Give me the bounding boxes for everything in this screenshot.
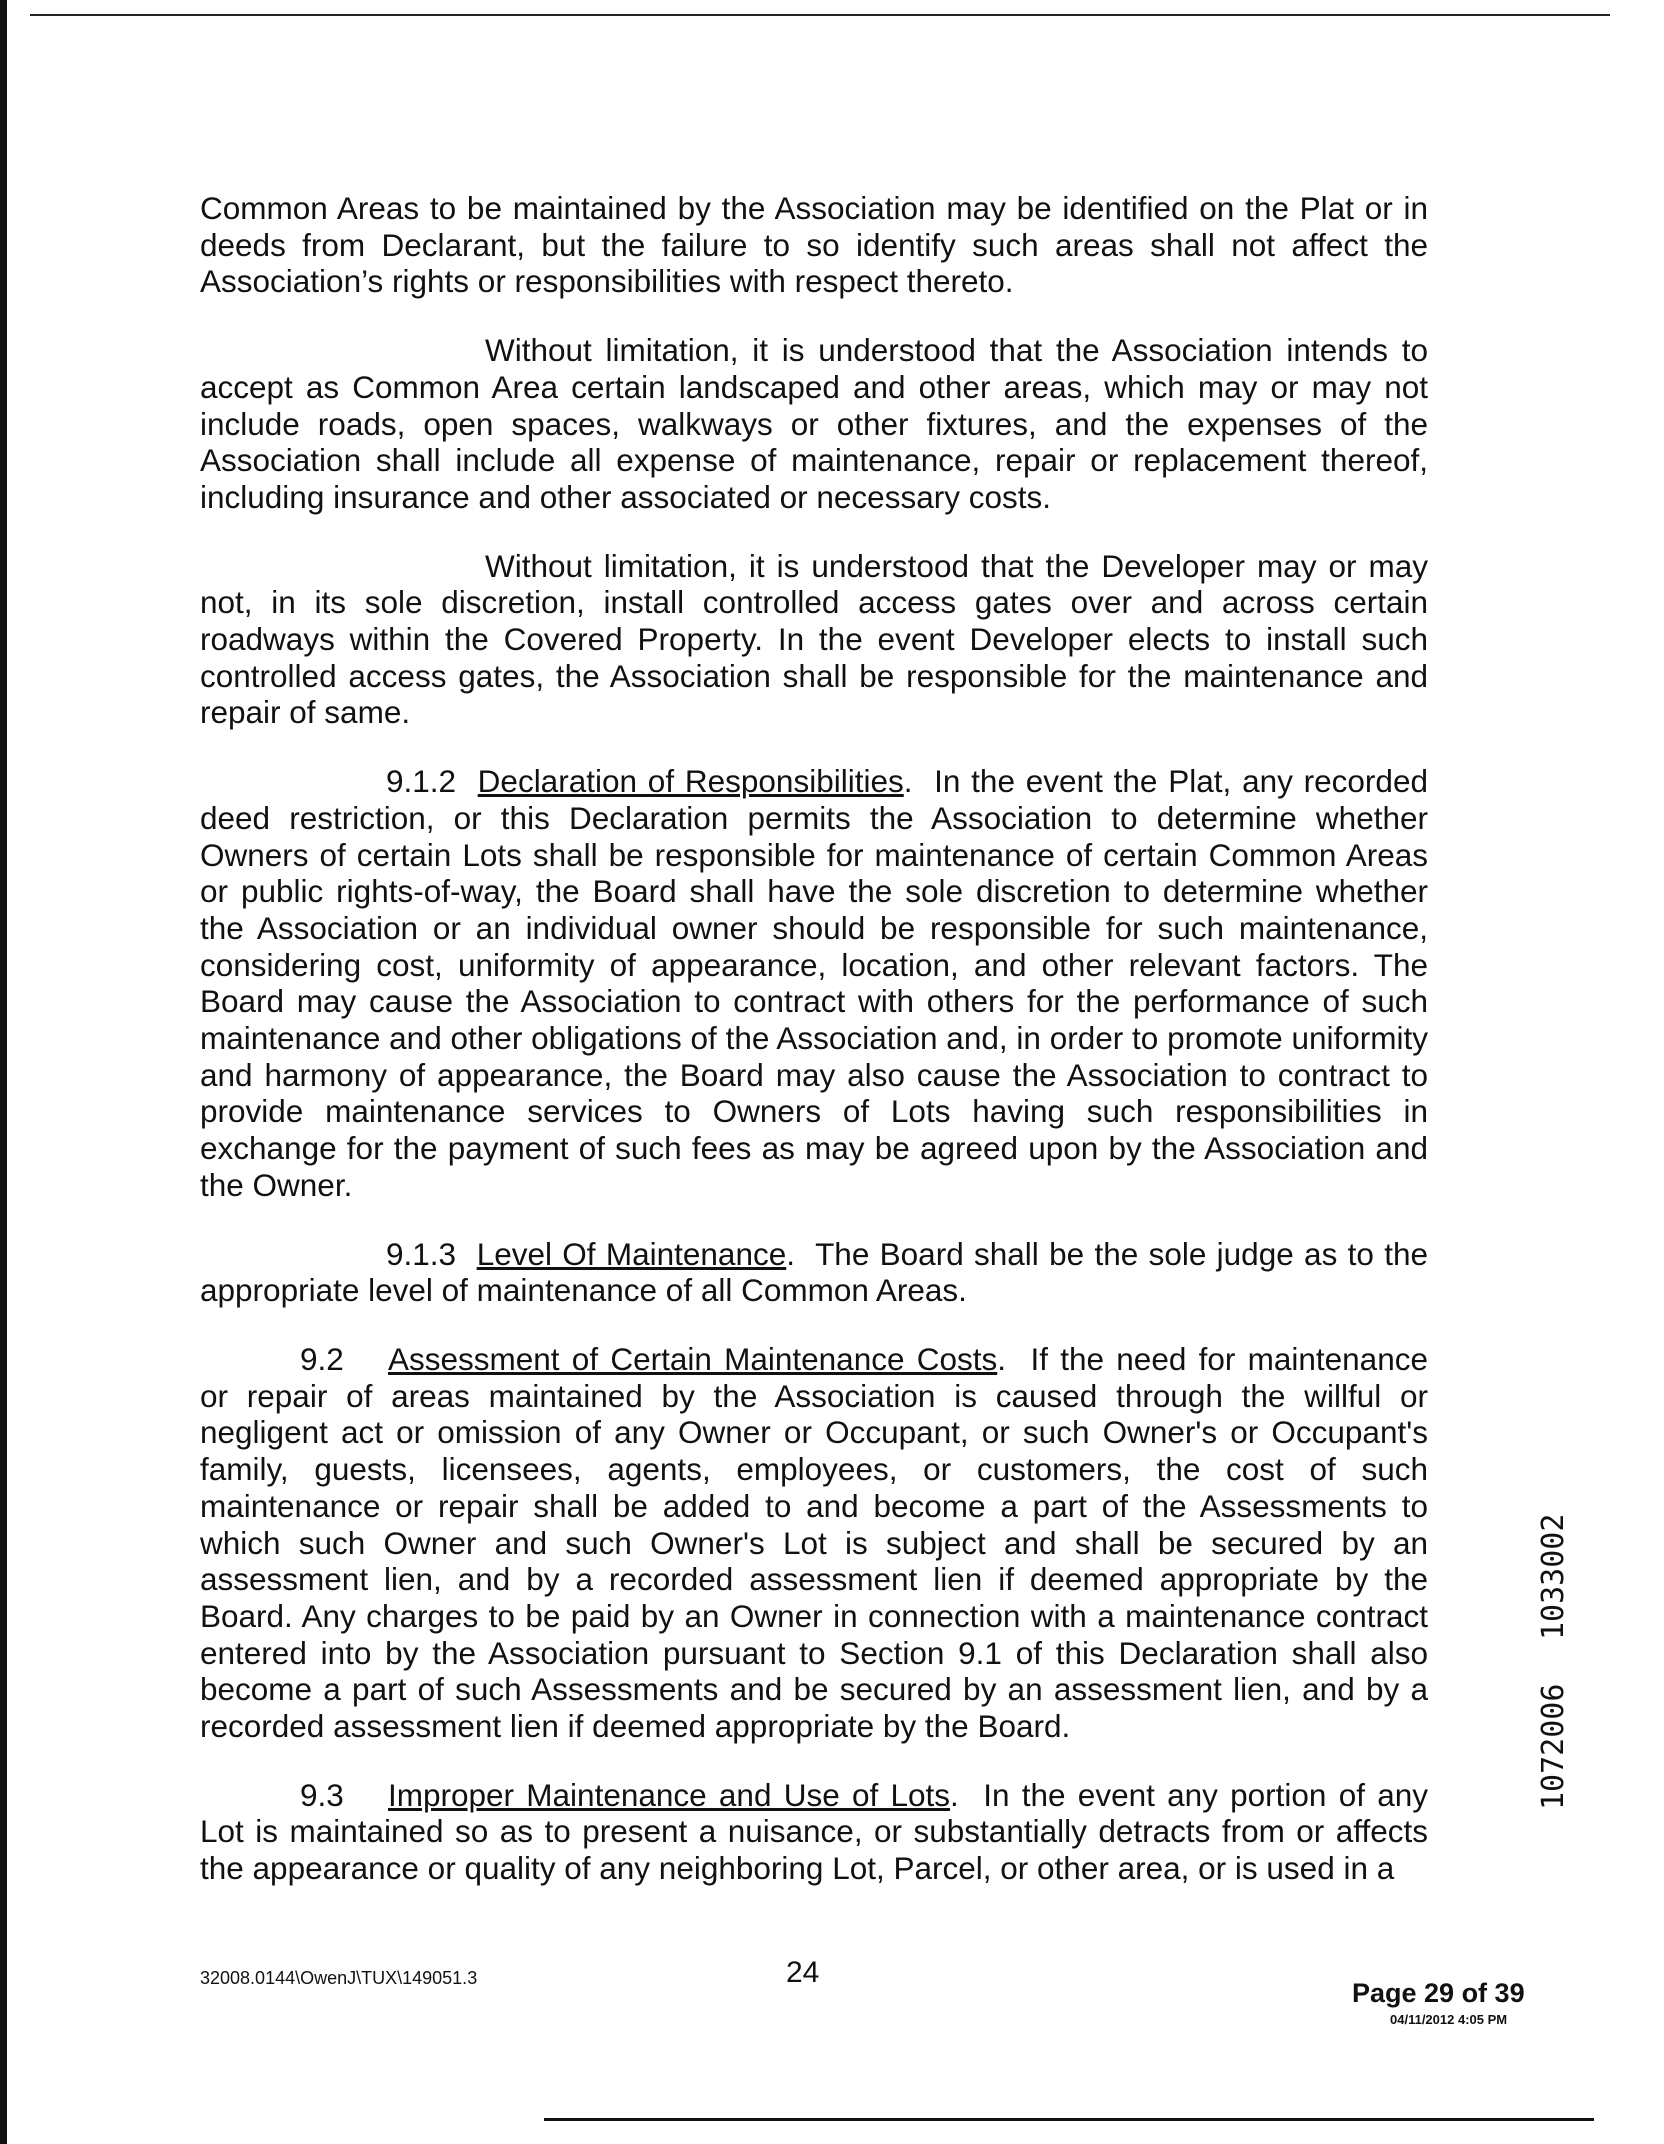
page-number: 24 xyxy=(786,1956,820,1989)
section-9-1-2: 9.1.2 Declaration of Responsibilities. In the event the Plat, any recorded deed restriction, or this Declaration permits the Association to determine whether Owners of certain Lots shall be responsible for maintenance of certain Common Areas or public rights-of-way, the Board shall have the sole discretion to determine whether the Association or an individual owner should be responsible for such maintenance, considering cost, uniformity of appearance, location, and other relevant factors. The Board may cause the Association to contract with others for the performance of such maintenance and other obligations of the Association and, in order to promote uniformity and harmony of appearance, the Board may also cause the Association to contract to provide maintenance services to Owners of Lots having such responsibilities in exchange for the payment of such fees as may be agreed upon by the Association and the Owner. xyxy=(200,763,1428,1203)
section-heading: Declaration of Responsibilities xyxy=(477,763,904,800)
paragraph-text: Common Areas to be maintained by the Association may be identified on the Plat or in deeds from Declarant, but the failure to so identify such areas shall not affect the Association’s rights or responsibilities with respect thereto. xyxy=(200,190,1428,300)
section-number: 9.3 xyxy=(300,1776,344,1813)
section-heading: Level Of Maintenance xyxy=(476,1235,787,1272)
recording-stamp xyxy=(1536,1500,1571,1820)
recording-stamp-part2: 1072006 xyxy=(1536,1683,1571,1810)
paragraph-text: Without limitation, it is understood that the Developer may or may not, in its sole discretion, install controlled access gates over and across certain roadways within the Covered Property. In the event Developer elects to install such controlled access gates, the Association shall be responsible for the maintenance and repair of same. xyxy=(200,547,1428,731)
section-text: If the need for maintenance or repair of areas maintained by the Association is caused through the willful or negligent act or omission of any Owner or Occupant, or such Owner's or Occupant's family, guests, licensees, agents, employees, or customers, the cost of such maintenance or repair shall be added to and become a part of the Assessments to which such Owner and such Owner's Lot is subject and shall be secured by an assessment lien, and by a recorded assessment lien if deemed appropriate by the Board. Any charges to be paid by an Owner in connection with a maintenance contract entered into by the Association pursuant to Section 9.1 of this Declaration shall also become a part of such Assessments and be secured by an assessment lien, and by a recorded assessment lien if deemed appropriate by the Board. xyxy=(200,1340,1428,1745)
document-body xyxy=(200,190,1428,1919)
paragraph-access-gates xyxy=(200,548,1428,732)
section-9-2: 9.2 Assessment of Certain Maintenance Costs. If the need for maintenance or repair of areas maintained by the Association is caused through the willful or negligent act or omission of any Owner or Occupant, or such Owner's or Occupant's family, guests, licensees, agents, employees, or customers, the cost of such maintenance or repair shall be added to and become a part of the Assessments to which such Owner and such Owner's Lot is subject and shall be secured by an assessment lien, and by a recorded assessment lien if deemed appropriate by the Board. Any charges to be paid by an Owner in connection with a maintenance contract entered into by the Association pursuant to Section 9.1 of this Declaration shall also become a part of such Assessments and be secured by an assessment lien, and by a recorded assessment lien if deemed appropriate by the Board. xyxy=(200,1340,1428,1745)
paragraph-text: Without limitation, it is understood that the Association intends to accept as Common Area certain landscaped and other areas, which may or may not include roads, open spaces, walkways or other fixtures, and the expenses of the Association shall include all expense of maintenance, repair or replacement thereof, including insurance and other associated or necessary costs. xyxy=(200,332,1428,515)
scan-edge-bar xyxy=(0,0,7,2144)
section-number: 9.2 xyxy=(300,1340,344,1377)
section-heading: Improper Maintenance and Use of Lots xyxy=(388,1776,951,1813)
section-9-3: 9.3 Improper Maintenance and Use of Lots. In the event any portion of any Lot is maintained so as to present a nuisance, or substantially detracts from or affects the appearance or quality of any neighboring Lot, Parcel, or other area, or is used in a xyxy=(200,1776,1428,1887)
paragraph-common-areas xyxy=(200,190,1428,300)
recording-stamp-part1: 1033002 xyxy=(1536,1513,1571,1640)
section-text: In the event any portion of any Lot is maintained so as to present a nuisance, or substantially detracts from or affects the appearance or quality of any neighboring Lot, Parcel, or other area, or is used in a xyxy=(200,1776,1428,1887)
section-text: The Board shall be the sole judge as to the appropriate level of maintenance of all Common Areas. xyxy=(200,1235,1428,1309)
section-number: 9.1.2 xyxy=(386,763,457,800)
section-text: In the event the Plat, any recorded deed restriction, or this Declaration permits the Association to determine whether Owners of certain Lots shall be responsible for maintenance of certain Common Areas or public rights-of-way, the Board shall have the sole discretion to determine whether the Association or an individual owner should be responsible for such maintenance, considering cost, uniformity of appearance, location, and other relevant factors. The Board may cause the Association to contract with others for the performance of such maintenance and other obligations of the Association and, in order to promote uniformity and harmony of appearance, the Board may also cause the Association to contract to provide maintenance services to Owners of Lots having such responsibilities in exchange for the payment of such fees as may be agreed upon by the Association and the Owner. xyxy=(200,763,1428,1203)
recording-timestamp: 04/11/2012 4:05 PM xyxy=(1390,2012,1508,2027)
page-of-label: Page 29 of 39 xyxy=(1352,1978,1525,2008)
top-rule xyxy=(30,14,1610,16)
section-heading: Assessment of Certain Maintenance Costs xyxy=(388,1340,998,1377)
section-number: 9.1.3 xyxy=(386,1235,457,1272)
bottom-rule xyxy=(544,2118,1594,2121)
section-9-1-3: 9.1.3 Level Of Maintenance. The Board shall be the sole judge as to the appropriate level of maintenance of all Common Areas. xyxy=(200,1235,1428,1309)
document-id: 32008.0144\OwenJ\TUX\149051.3 xyxy=(200,1968,478,1988)
paragraph-association-common-area xyxy=(200,332,1428,516)
